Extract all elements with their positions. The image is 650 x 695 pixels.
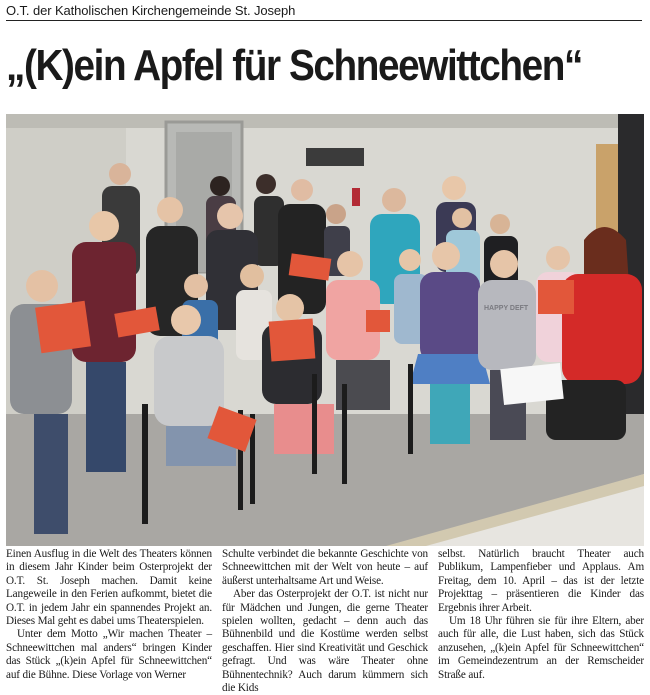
red-bag bbox=[352, 188, 360, 206]
paragraph: Schulte verbindet die bekannte Geschichte von Schneewittchen mit der Welt von heute – auf äußerst unterhaltsame Art und Weise. bbox=[222, 548, 428, 587]
article-photo bbox=[6, 114, 644, 546]
article-body bbox=[6, 548, 644, 695]
section-kicker: O.T. der Katholischen Kirchengemeinde St. Joseph bbox=[6, 3, 642, 21]
article-column-2 bbox=[222, 548, 428, 695]
article-headline: „(K)ein Apfel für Schneewittchen“ bbox=[6, 41, 582, 90]
paragraph: Einen Ausflug in die Welt des Theaters können in diesem Jahr Kinder beim Osterprojekt der O.T. St. Joseph machen. Damit keine Langeweile in den Ferien aufkommt, bietet die O.T. in jedem Jahr ein spannendes Projekt an. Dieses Mal geht es dabei ums Theaterspielen. bbox=[6, 548, 212, 628]
shirt-print: HAPPY DEFT bbox=[484, 305, 529, 312]
white-script bbox=[500, 363, 563, 405]
article-column-1 bbox=[6, 548, 212, 682]
article-column-3 bbox=[438, 548, 644, 682]
coat-rack bbox=[306, 148, 364, 166]
ceiling-shadow bbox=[6, 114, 644, 128]
paragraph: Um 18 Uhr führen sie für ihre Eltern, aber auch für alle, die Lust haben, sich das Stück anzusehen, „(k)ein Apfel für Schneewittchen“ im Gemeindezentrum an der Remscheider Straße auf. bbox=[438, 615, 644, 681]
paragraph: Unter dem Motto „Wir machen Theater – Schneewittchen mal anders“ bringen Kinder das Stück „(k)ein Apfel für Schneewittchen“ auf die Bühne. Diese Vorlage von Werner bbox=[6, 628, 212, 681]
paragraph: selbst. Natürlich braucht Theater auch Publikum, Lampenfieber und Applaus. Am Freitag, dem 10. April – das ist der letzte Projekttag – präsentieren die Kinder das Ergebnis ihrer Arbeit. bbox=[438, 548, 644, 614]
paragraph: Aber das Osterprojekt der O.T. ist nicht nur für Mädchen und Jungen, die gerne Theater spielen wollten, gedacht – denn auch das Bühnenbild und die Kostüme werden selbst geschaffen. Hier sind Kreativität und Geschick gefragt. Und was wäre Theater ohne Bühnentechnik? Auch darum kümmern sich die Kids bbox=[222, 588, 428, 695]
